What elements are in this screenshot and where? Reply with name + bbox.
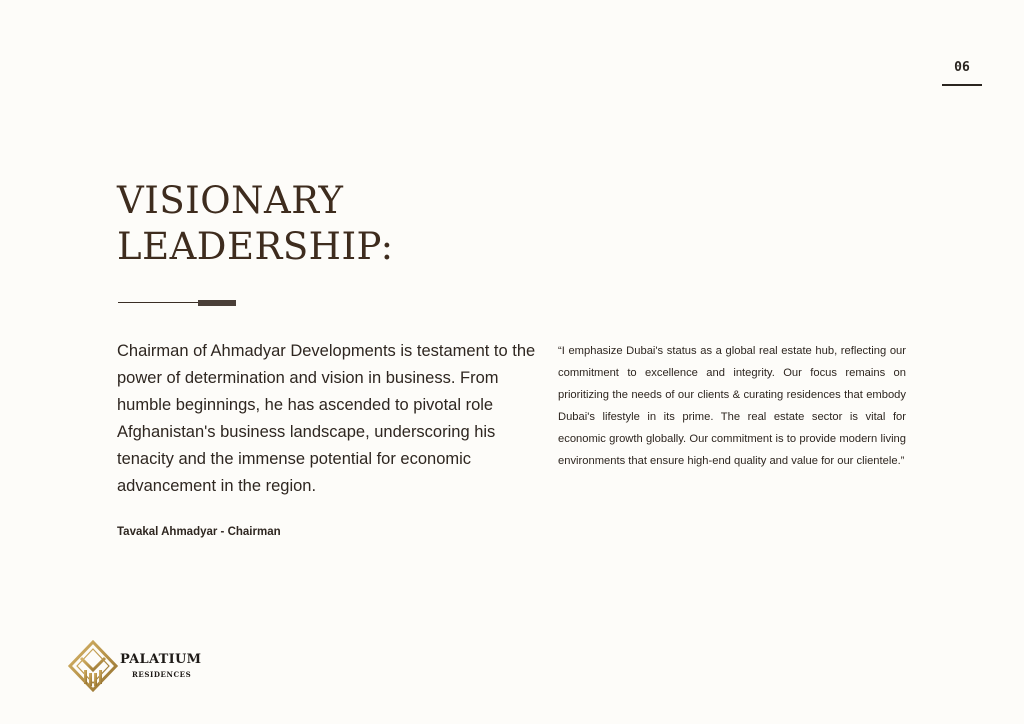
intro-paragraph: Chairman of Ahmadyar Developments is testament to the power of determination and vision in business. From humble beginnings, he has ascended to pivotal role Afghanistan's business landscape, underscoring his tenacity and the immense potential for economic advancement in the region. bbox=[117, 342, 536, 495]
logo-name: PALATIUM bbox=[120, 652, 202, 667]
title-divider-line bbox=[118, 302, 202, 303]
logo-subtitle: RESIDENCES bbox=[132, 670, 192, 679]
page-number-underline bbox=[942, 84, 982, 86]
page-number: 06 bbox=[954, 60, 970, 75]
attribution: Tavakal Ahmadyar - Chairman bbox=[117, 526, 281, 538]
chairman-quote: “I emphasize Dubai's status as a global real estate hub, reflecting our commitment to excellence and integrity. Our focus remains on prioritizing the needs of our clients & curating residences that embody Dubai's lifestyle in its prime. The real estate sector is vital for economic growth globally. Our commitment is to provide modern living environments that ensure high-end quality and value for our clientele.” bbox=[558, 345, 906, 467]
page-title bbox=[117, 178, 537, 270]
page-title-line-2: LEADERSHIP: bbox=[117, 225, 394, 268]
page-title-line-1: VISIONARY bbox=[117, 179, 344, 222]
palatium-logo-icon bbox=[68, 640, 118, 694]
title-divider-accent bbox=[198, 300, 236, 306]
palatium-logo bbox=[68, 640, 228, 696]
